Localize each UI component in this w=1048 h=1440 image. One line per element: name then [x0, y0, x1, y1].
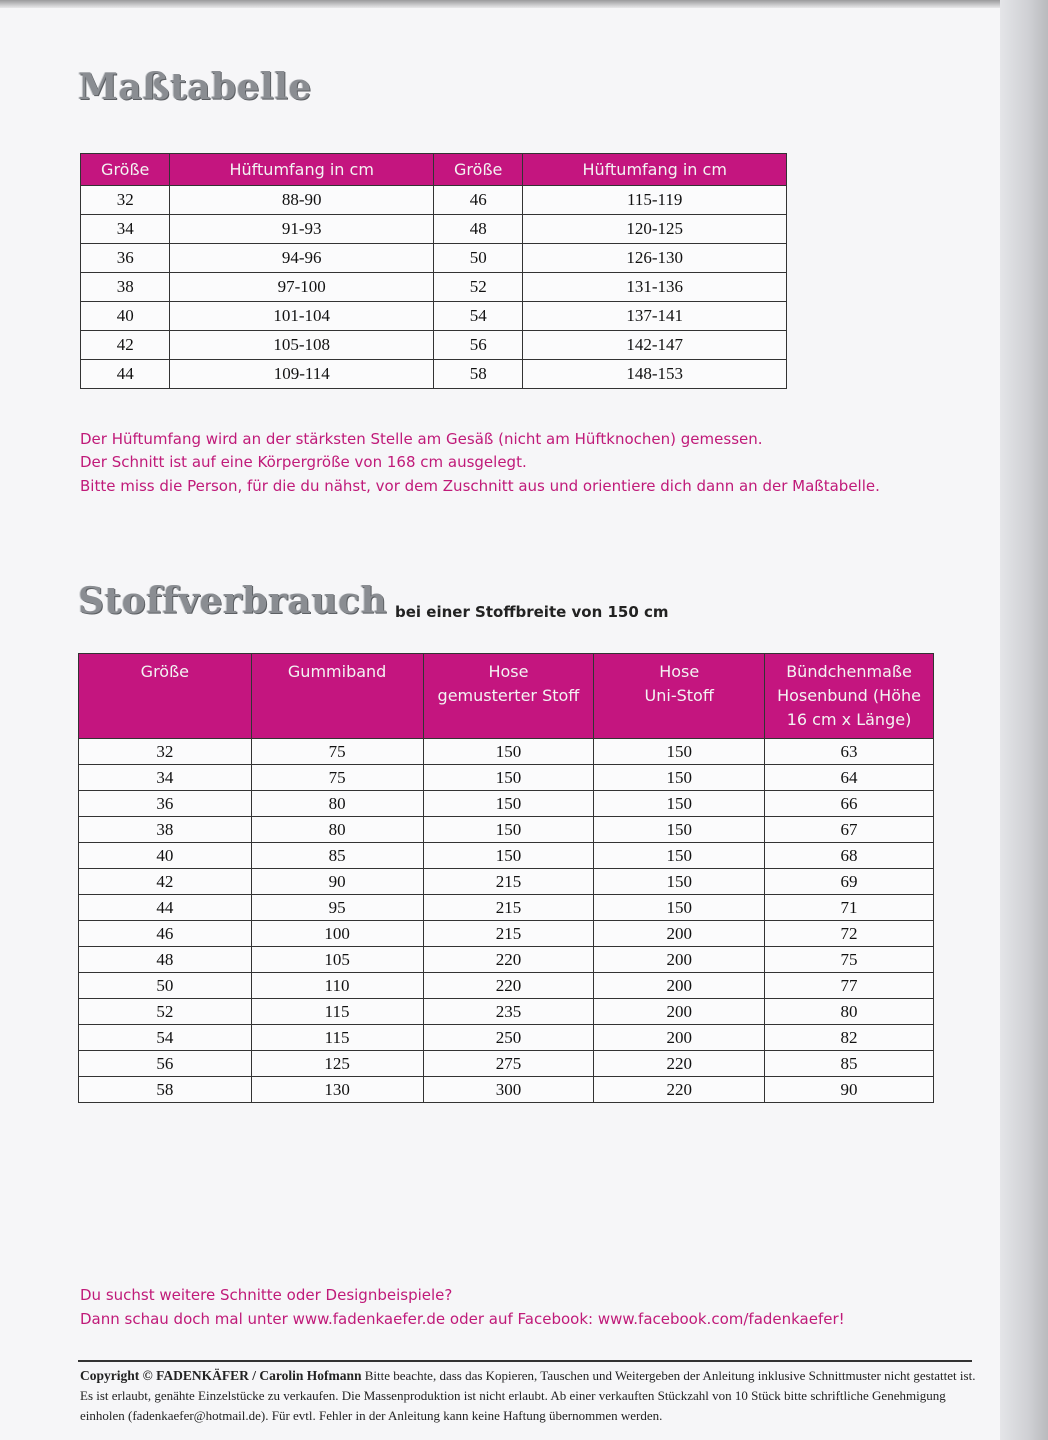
stoff-table-row: [79, 791, 934, 817]
mass-table-cell: 142-147: [523, 331, 787, 360]
stoff-table-cell: 220: [594, 1077, 765, 1103]
stoff-table-cell: 220: [594, 1051, 765, 1077]
stoff-table-cell: 68: [765, 843, 934, 869]
stoff-table-cell: 44: [79, 895, 252, 921]
stoff-table-cell: 56: [79, 1051, 252, 1077]
stoff-table-cell: 75: [765, 947, 934, 973]
mass-table-row: [81, 186, 787, 215]
mass-table-header-cell: Hüftumfang in cm: [170, 154, 434, 186]
stoff-table-cell: 67: [765, 817, 934, 843]
stoff-table-cell: 215: [423, 869, 594, 895]
mass-table-header-cell: Hüftumfang in cm: [523, 154, 787, 186]
mass-table-cell: 44: [81, 360, 170, 389]
mass-table-cell: 120-125: [523, 215, 787, 244]
stoff-table-cell: 71: [765, 895, 934, 921]
mass-table-cell: 48: [433, 215, 522, 244]
stoff-table-row: [79, 999, 934, 1025]
stoff-table-cell: 85: [765, 1051, 934, 1077]
stoff-table-cell: 130: [251, 1077, 423, 1103]
stoff-table-row: [79, 947, 934, 973]
promo-line-1: Du suchst weitere Schnitte oder Designbeispiele?: [80, 1286, 453, 1304]
stoff-table-cell: 72: [765, 921, 934, 947]
mass-table-row: [81, 244, 787, 273]
stoff-table-cell: 48: [79, 947, 252, 973]
stoff-table-row: [79, 817, 934, 843]
stoff-table-cell: 75: [251, 765, 423, 791]
stoff-table-cell: 150: [594, 869, 765, 895]
stoff-table-cell: 80: [765, 999, 934, 1025]
mass-table-cell: 126-130: [523, 244, 787, 273]
stoff-table-cell: 77: [765, 973, 934, 999]
mass-table-cell: 101-104: [170, 302, 434, 331]
stoff-table-cell: 46: [79, 921, 252, 947]
stoff-table-subtitle: bei einer Stoffbreite von 150 cm: [395, 603, 669, 621]
stoff-table-row: [79, 843, 934, 869]
mass-table-cell: 148-153: [523, 360, 787, 389]
stoff-table-cell: 90: [765, 1077, 934, 1103]
stoff-table: [78, 653, 934, 1103]
stoff-table-cell: 200: [594, 999, 765, 1025]
stoff-table-cell: 200: [594, 947, 765, 973]
stoff-table-row: [79, 765, 934, 791]
stoff-table-cell: 275: [423, 1051, 594, 1077]
mass-table-cell: 32: [81, 186, 170, 215]
mass-table-cell: 38: [81, 273, 170, 302]
stoff-table-row: [79, 869, 934, 895]
page-top-edge: [0, 0, 1048, 8]
stoff-table-cell: 150: [594, 843, 765, 869]
mass-table-cell: 94-96: [170, 244, 434, 273]
mass-table-cell: 97-100: [170, 273, 434, 302]
mass-table-cell: 40: [81, 302, 170, 331]
stoff-table-cell: 32: [79, 739, 252, 765]
mass-table-cell: 34: [81, 215, 170, 244]
mass-table-cell: 105-108: [170, 331, 434, 360]
stoff-table-cell: 95: [251, 895, 423, 921]
stoff-table-row: [79, 895, 934, 921]
stoff-table-cell: 200: [594, 921, 765, 947]
stoff-table-cell: 200: [594, 973, 765, 999]
mass-table: [80, 153, 787, 389]
stoff-table-row: [79, 921, 934, 947]
stoff-table-row: [79, 973, 934, 999]
mass-table-cell: 54: [433, 302, 522, 331]
promo-line-2: Dann schau doch mal unter www.fadenkaefer.de oder auf Facebook: www.facebook.com/fadenkaefer!: [80, 1310, 845, 1328]
copyright-notice: [80, 1366, 980, 1426]
stoff-table-cell: 150: [423, 739, 594, 765]
mass-table-header-row: [81, 154, 787, 186]
mass-table-cell: 58: [433, 360, 522, 389]
stoff-table-cell: 36: [79, 791, 252, 817]
stoff-table-row: [79, 1025, 934, 1051]
stoff-table-cell: 110: [251, 973, 423, 999]
stoff-table-row: [79, 739, 934, 765]
stoff-table-cell: 82: [765, 1025, 934, 1051]
stoff-table-cell: 150: [423, 791, 594, 817]
stoff-table-row: [79, 1051, 934, 1077]
stoff-table-header-cell: Gummiband: [251, 654, 423, 739]
mass-table-row: [81, 360, 787, 389]
stoff-table-header-cell: Hose gemusterter Stoff: [423, 654, 594, 739]
stoff-table-cell: 235: [423, 999, 594, 1025]
stoff-table-cell: 150: [423, 817, 594, 843]
stoff-table-cell: 58: [79, 1077, 252, 1103]
stoff-table-cell: 150: [594, 817, 765, 843]
copyright-label: Copyright © FADENKÄFER / Carolin Hofmann: [80, 1368, 362, 1383]
stoff-table-cell: 125: [251, 1051, 423, 1077]
stoff-table-cell: 52: [79, 999, 252, 1025]
stoff-table-cell: 150: [594, 895, 765, 921]
page-edge-shadow: [1000, 0, 1048, 1440]
stoff-table-cell: 63: [765, 739, 934, 765]
mass-table-row: [81, 273, 787, 302]
mass-table-row: [81, 302, 787, 331]
footer-divider: [78, 1360, 972, 1362]
stoff-table-cell: 150: [423, 843, 594, 869]
stoff-table-cell: 215: [423, 921, 594, 947]
mass-table-cell: 56: [433, 331, 522, 360]
stoff-table-row: [79, 1077, 934, 1103]
mass-table-cell: 88-90: [170, 186, 434, 215]
stoff-table-cell: 75: [251, 739, 423, 765]
stoff-table-cell: 150: [594, 739, 765, 765]
stoff-table-header-cell: Hose Uni-Stoff: [594, 654, 765, 739]
stoff-table-cell: 85: [251, 843, 423, 869]
stoff-table-cell: 220: [423, 947, 594, 973]
stoff-table-cell: 150: [594, 791, 765, 817]
stoff-table-cell: 220: [423, 973, 594, 999]
stoff-table-cell: 64: [765, 765, 934, 791]
mass-table-cell: 137-141: [523, 302, 787, 331]
stoff-table-header-cell: Größe: [79, 654, 252, 739]
stoff-table-cell: 200: [594, 1025, 765, 1051]
mass-note-1: Der Hüftumfang wird an der stärksten Stelle am Gesäß (nicht am Hüftknochen) gemessen.: [80, 430, 763, 448]
mass-table-cell: 46: [433, 186, 522, 215]
stoff-table-cell: 80: [251, 791, 423, 817]
mass-table-cell: 42: [81, 331, 170, 360]
stoff-table-body: [79, 739, 934, 1103]
mass-table-cell: 36: [81, 244, 170, 273]
stoff-table-header-row: [79, 654, 934, 739]
copyright-text: Bitte beachte, dass das Kopieren, Tauschen und Weitergeben der Anleitung inklusive Schnittmuster nicht gestattet ist. Es ist erlaubt, genähte Einzelstücke zu verkaufen. Die Massenproduktion ist nicht erlaubt. Ab einer verkauften Stückzahl von 10 Stück bitte schriftliche Genehmigung einholen (fadenkaefer@hotmail.de). Für evtl. Fehler in der Anleitung kann keine Haftung übernommen werden.: [80, 1368, 976, 1423]
stoff-table-cell: 66: [765, 791, 934, 817]
mass-table-cell: 52: [433, 273, 522, 302]
stoff-table-cell: 215: [423, 895, 594, 921]
stoff-table-cell: 80: [251, 817, 423, 843]
mass-table-cell: 91-93: [170, 215, 434, 244]
mass-table-row: [81, 215, 787, 244]
stoff-table-cell: 69: [765, 869, 934, 895]
mass-table-cell: 131-136: [523, 273, 787, 302]
stoff-table-title: Stoffverbrauch: [78, 580, 388, 622]
mass-table-cell: 109-114: [170, 360, 434, 389]
stoff-table-cell: 115: [251, 1025, 423, 1051]
stoff-table-header-cell: Bündchenmaße Hosenbund (Höhe 16 cm x Länge): [765, 654, 934, 739]
mass-table-header-cell: Größe: [433, 154, 522, 186]
stoff-table-cell: 300: [423, 1077, 594, 1103]
stoff-table-cell: 150: [423, 765, 594, 791]
stoff-table-cell: 150: [594, 765, 765, 791]
stoff-table-cell: 42: [79, 869, 252, 895]
mass-table-title: Maßtabelle: [78, 66, 312, 108]
stoff-table-cell: 105: [251, 947, 423, 973]
mass-table-cell: 115-119: [523, 186, 787, 215]
mass-table-row: [81, 331, 787, 360]
mass-note-3: Bitte miss die Person, für die du nähst, vor dem Zuschnitt aus und orientiere dich dann an der Maßtabelle.: [80, 477, 880, 495]
stoff-table-cell: 90: [251, 869, 423, 895]
stoff-table-cell: 50: [79, 973, 252, 999]
mass-table-header-cell: Größe: [81, 154, 170, 186]
mass-table-body: [81, 186, 787, 389]
stoff-table-cell: 250: [423, 1025, 594, 1051]
stoff-table-cell: 100: [251, 921, 423, 947]
mass-table-cell: 50: [433, 244, 522, 273]
stoff-table-cell: 54: [79, 1025, 252, 1051]
stoff-table-cell: 34: [79, 765, 252, 791]
stoff-table-cell: 40: [79, 843, 252, 869]
stoff-table-cell: 38: [79, 817, 252, 843]
stoff-table-cell: 115: [251, 999, 423, 1025]
mass-note-2: Der Schnitt ist auf eine Körpergröße von 168 cm ausgelegt.: [80, 453, 527, 471]
